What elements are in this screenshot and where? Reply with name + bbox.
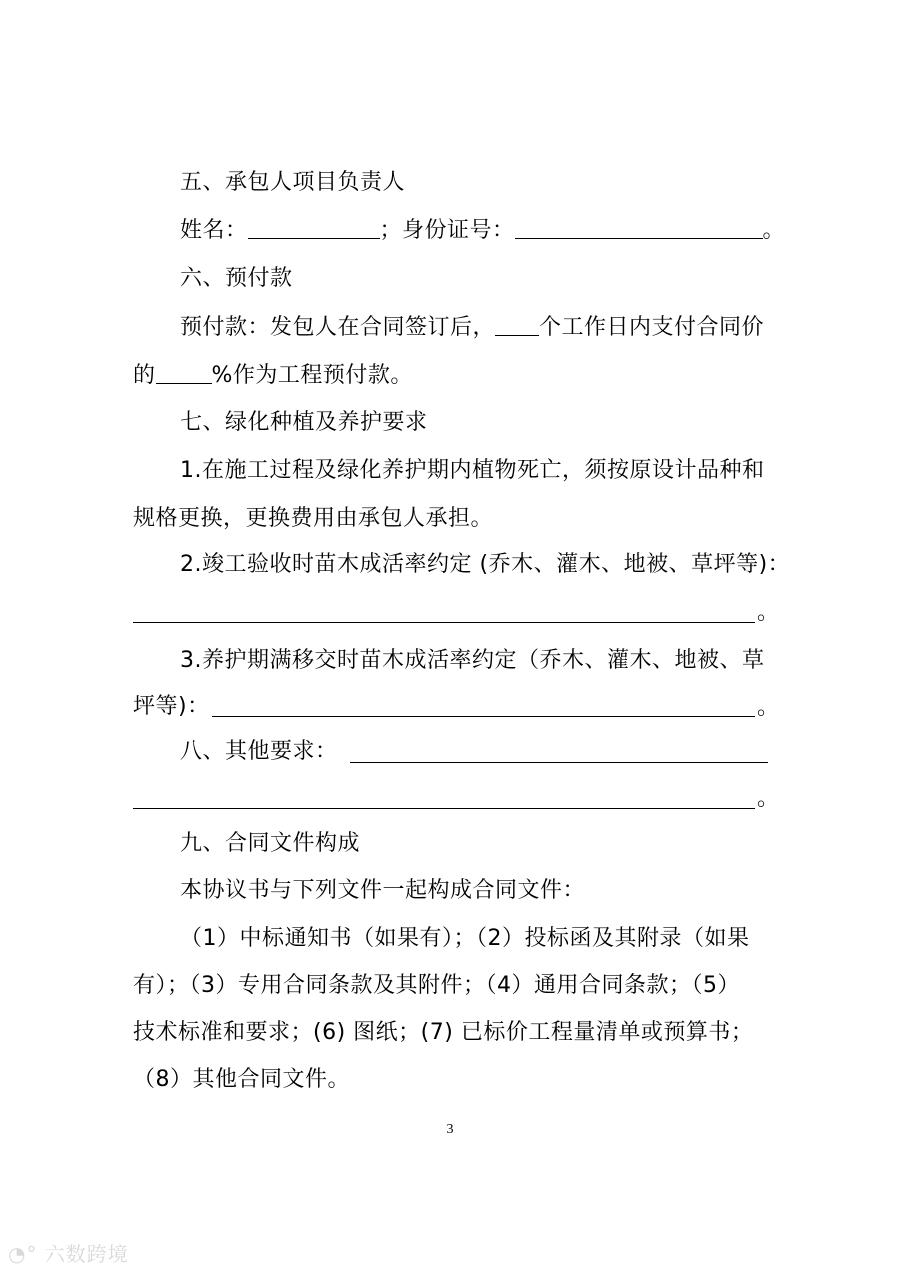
section-7-heading: 七、绿化种植及养护要求 [180,410,428,435]
advance-payment-line-2 [133,361,413,391]
id-number-blank[interactable] [515,216,763,239]
advance-text-3: 的 [133,363,156,388]
advance-payment-line-1 [180,313,764,343]
section-5-heading: 五、承包人项目负责人 [180,170,406,195]
advance-text-4: %作为工程预付款。 [211,363,413,388]
percent-blank[interactable] [156,361,212,384]
documents-line-3: 技术标准和要求；(6) 图纸；(7) 已标价工程量清单或预算书； [133,1020,754,1045]
advance-text-2: 个工作日内支付合同价 [539,315,765,340]
name-label: 姓名： [180,218,248,243]
watermark-text: 六数跨境 [44,1242,129,1266]
other-requirements-blank-1[interactable] [350,762,768,763]
section-8-heading: 八、其他要求： [180,739,338,764]
documents-line-1: （1）中标通知书（如果有）；（2）投标函及其附录（如果 [180,926,750,951]
item-2-blank[interactable] [133,622,755,623]
section-9-heading: 九、合同文件构成 [180,831,361,856]
item-3-period: 。 [757,695,780,720]
watermark [8,1238,129,1267]
other-requirements-blank-2[interactable] [133,808,755,809]
page-number: 3 [446,1122,454,1137]
item-2-line-1: 2.竣工验收时苗木成活率约定 (乔木、灌木、地被、草坪等)： [180,552,791,577]
workdays-blank[interactable] [495,313,539,336]
id-label: ；身份证号： [379,218,515,243]
item-2-period: 。 [757,600,780,625]
name-blank[interactable] [248,216,380,239]
section-6-heading: 六、预付款 [180,266,293,291]
item-1-line-2: 规格更换，更换费用由承包人承担。 [133,506,494,531]
item-1-line-1: 1.在施工过程及绿化养护期内植物死亡，须按原设计品种和 [180,458,765,483]
item-3-line-1: 3.养护期满移交时苗木成活率约定（乔木、灌木、地被、草 [180,648,765,673]
item-3-blank[interactable] [212,716,755,717]
section-9-intro: 本协议书与下列文件一起构成合同文件： [180,878,586,903]
section-8-period: 。 [757,786,780,811]
period: 。 [762,218,786,243]
documents-line-4: （8）其他合同文件。 [133,1067,350,1092]
documents-line-2: 有）；（3）专用合同条款及其附件；（4）通用合同条款；（5） [133,973,740,998]
item-3-line-2: 坪等)： [133,694,210,719]
advance-text-1: 预付款：发包人在合同签订后， [180,315,496,340]
section-5-name-line [180,216,785,246]
watermark-logo-icon: ◔° [8,1242,38,1266]
